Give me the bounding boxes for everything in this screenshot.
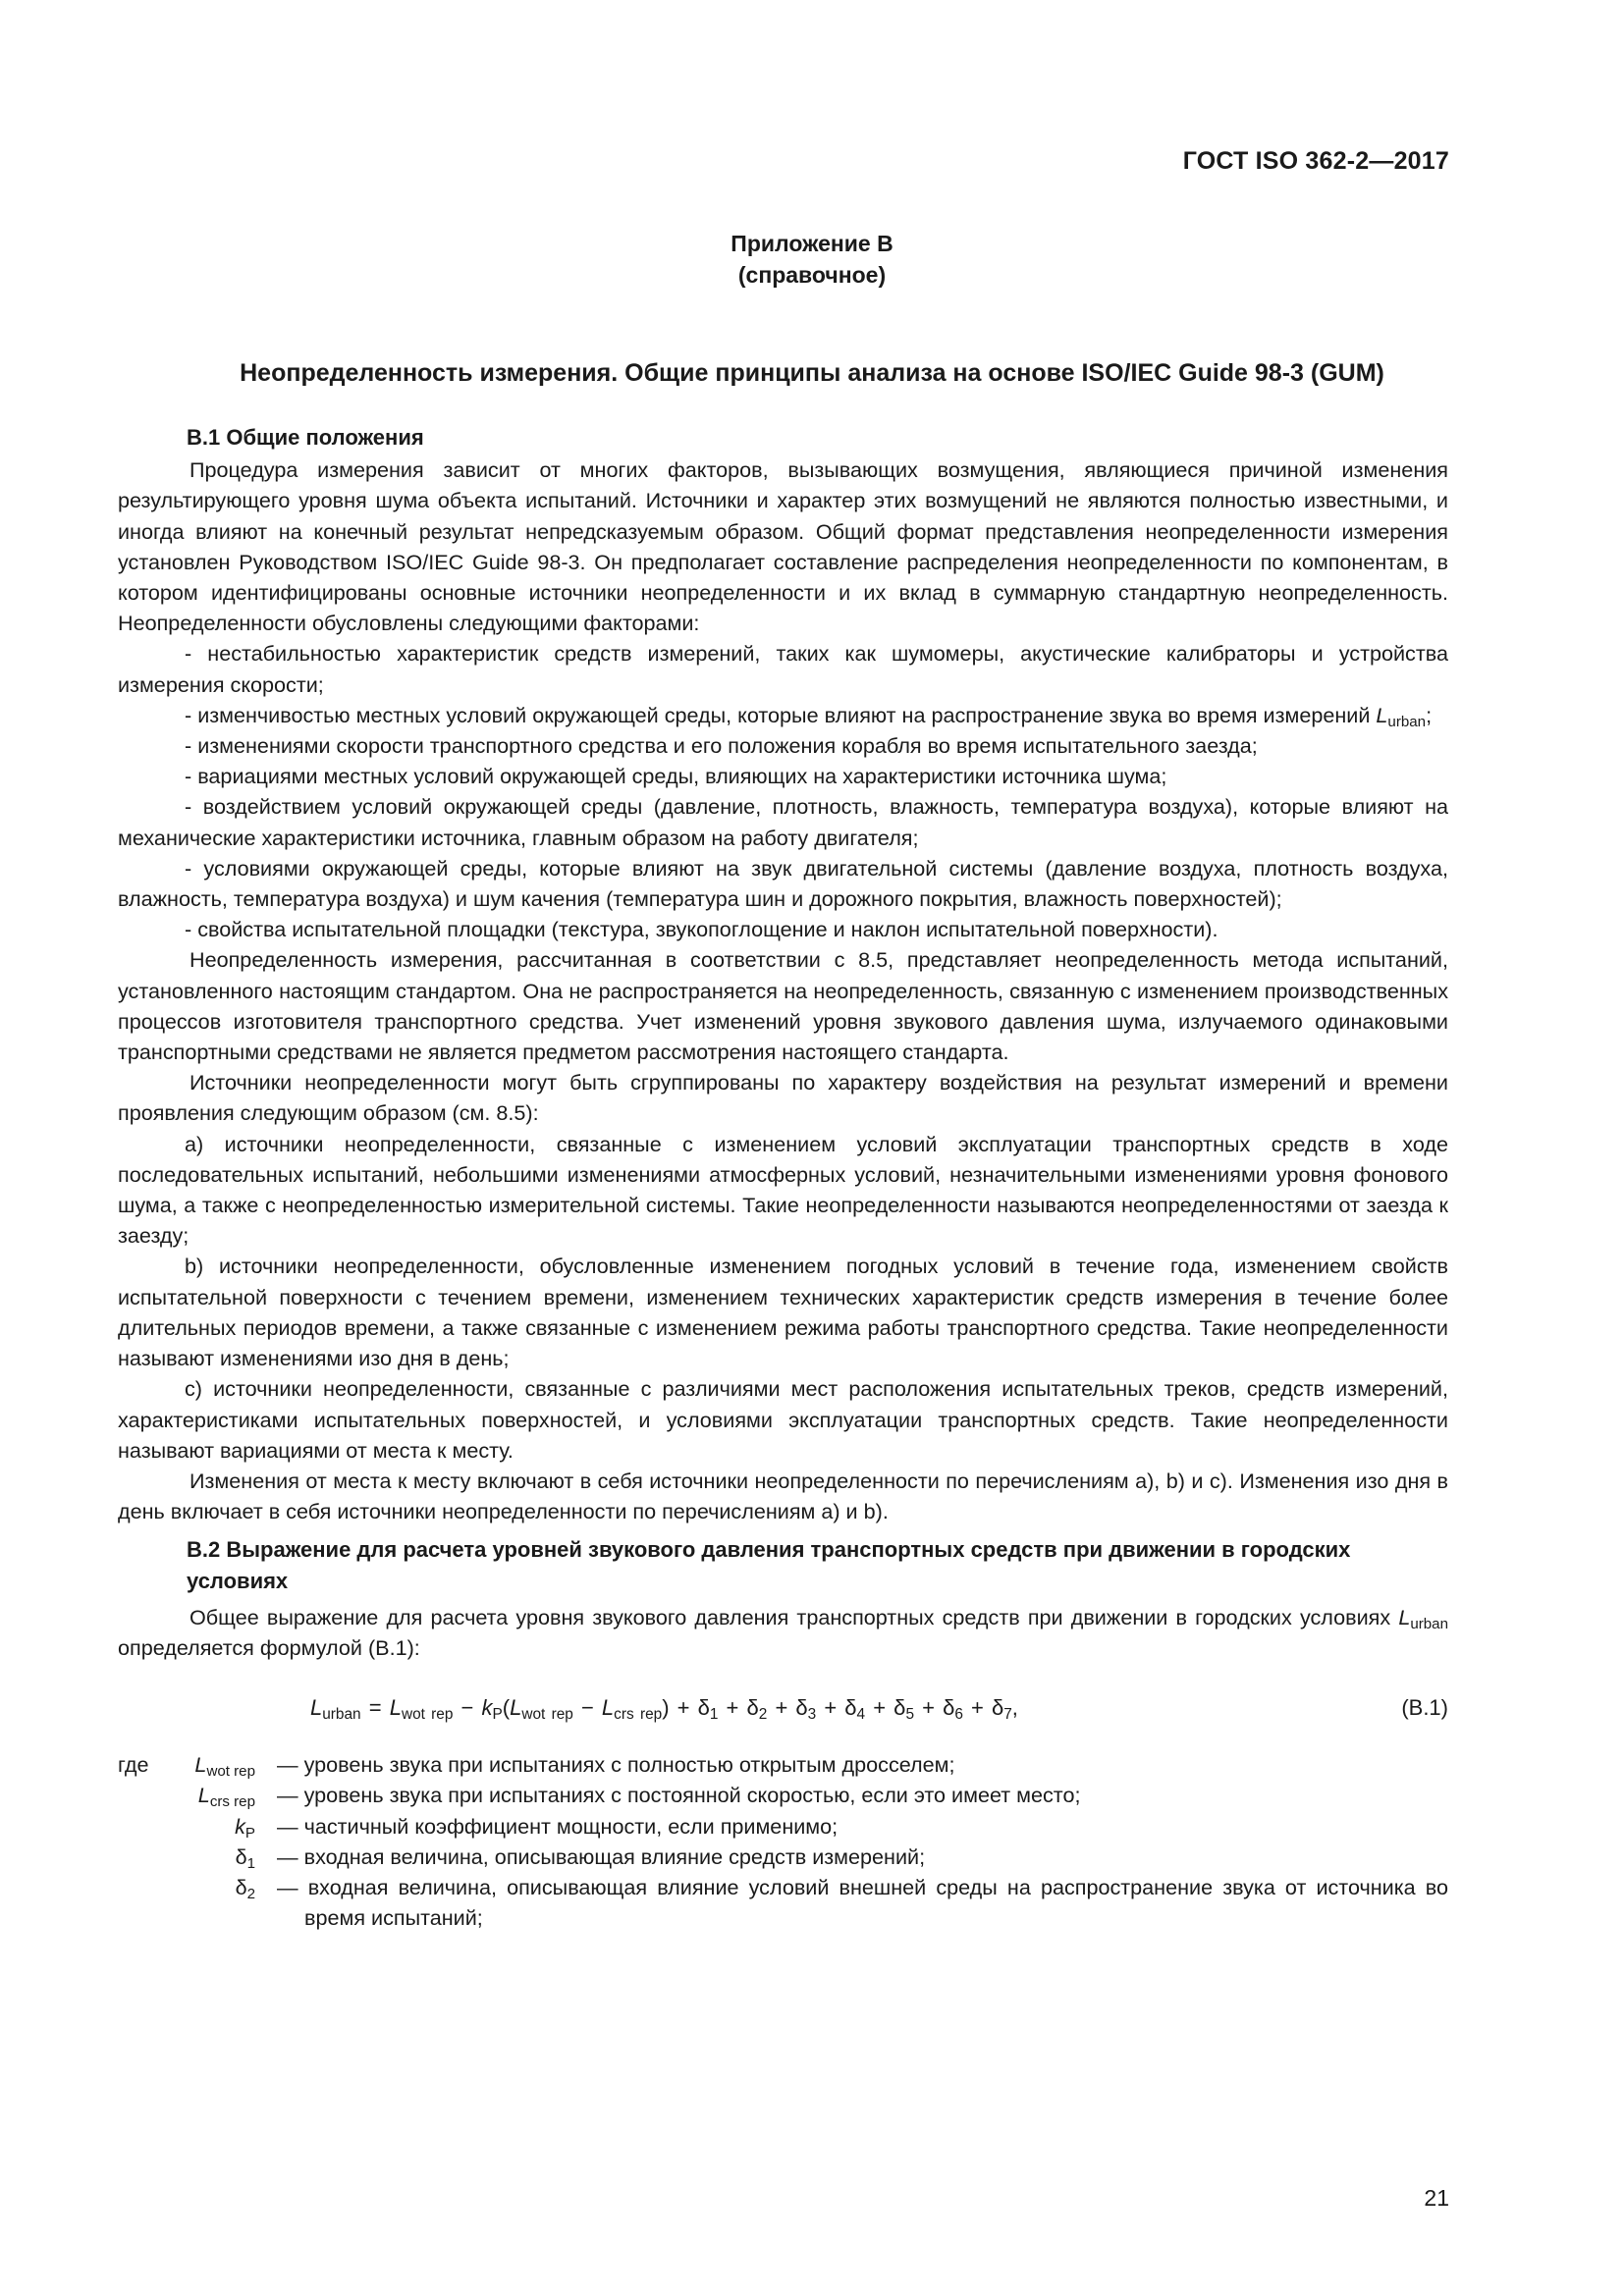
section-b1-heading: B.1 Общие положения [187, 425, 424, 450]
standard-code: ГОСТ ISO 362-2—2017 [1182, 147, 1449, 175]
definition-text: — частичный коэффициент мощности, если применимо; [277, 1813, 839, 1839]
list-item-b: b) источники неопределенности, обусловленные изменением погодных условий в течение года, изменением свойств испытательной поверхности с течением времени, изменением технических характеристик средств измерения в течение более длительных периодов времени, а также связанные с изменением режима работы транспортного средства. Такие неопределенности называют изменениями изо дня в день; [118, 1254, 1448, 1371]
formula-expression: $L_{urban} = L_{wot rep} - k_P(L_{wot rep} - L_{crs rep}) + \delta_1 + \delta_2 + \delta_3 + \delta_4 + \delta_5 + \delta_6 + \delta_7$, [310, 1695, 1018, 1724]
list-item: - вариациями местных условий окружающей среды, влияющих на характеристики источника шума; [185, 764, 1167, 789]
definition-row: где $L_{wot rep}$ — уровень звука при испытаниях с полностью открытым дросселем; [118, 1749, 1448, 1780]
paragraph-method: Неопределенность измерения, рассчитанная в соответствии с 8.5, представляет неопределенность метода испытаний, установленного настоящим стандартом. Она не распространяется на неопределенность, связанную с изменением производственных процессов изготовителя транспортного средства. Учет изменений уровня звукового давления шума, излучаемого одинаковыми транспортными средствами не является предметом рассмотрения настоящего стандарта. [118, 947, 1448, 1065]
formula-b1 [118, 1682, 1448, 1737]
section-b2-heading: B.2 Выражение для расчета уровней звукового давления транспортных средств при движении в городских условиях [187, 1537, 1351, 1593]
list-item-a: a) источники неопределенности, связанные с изменением условий эксплуатации транспортных средств в ходе последовательных испытаний, небольшими изменениями атмосферных условий, незначительными изменениями уровня фонового шума, а также с неопределенностью измерительной системы. Такие неопределенности называются неопределенностями от заезда к заезду; [118, 1131, 1448, 1249]
definition-row: $k_P$ — частичный коэффициент мощности, если применимо; [118, 1811, 1448, 1842]
paragraph-b2-intro: Общее выражение для расчета уровня звукового давления транспортных средств при движении в городских условиях $L_{urban}$ определяется формулой (B.1): [118, 1604, 1448, 1660]
annex-title: Приложение B [731, 231, 893, 256]
list-item: - нестабильностью характеристик средств измерений, таких как шумомеры, акустические калибраторы и устройства измерения скорости; [118, 641, 1448, 697]
annex-subtitle: (справочное) [737, 262, 887, 288]
definition-text: — уровень звука при испытаниях с постоянной скоростью, если это имеет место; [277, 1783, 1081, 1808]
list-item: - воздействием условий окружающей среды (давление, плотность, влажность, температура воздуха), которые влияют на механические характеристики источника, главным образом на работу двигателя; [118, 794, 1448, 850]
document-title: Неопределенность измерения. Общие принципы анализа на основе ISO/IEC Guide 98-3 (GUM) [240, 359, 1384, 387]
list-item: - изменениями скорости транспортного средства и его положения корабля во время испытательного заезда; [185, 733, 1258, 759]
definition-row: $\delta_1$ — входная величина, описывающая влияние средств измерений; [118, 1842, 1448, 1872]
list-item: - условиями окружающей среды, которые влияют на звук двигательной системы (давление воздуха, плотность воздуха, влажность, температура воздуха) и шум качения (температура шин и дорожного покрытия, влажность поверхностей); [118, 855, 1448, 912]
paragraph-groups: Источники неопределенности могут быть сгруппированы по характеру воздействия на результат измерений и времени проявления следующим образом (см. 8.5): [118, 1070, 1448, 1126]
definition-text: — уровень звука при испытаниях с полностью открытым дросселем; [277, 1752, 955, 1778]
definition-row: $\delta_2$ — входная величина, описывающая влияние условий внешней среды на распространение звука от источника во время испытаний; [118, 1872, 1448, 1933]
document-body [118, 422, 1448, 1933]
definition-text: — входная величина, описывающая влияние средств измерений; [277, 1843, 926, 1869]
definitions-list [118, 1749, 1448, 1933]
paragraph-include: Изменения от места к месту включают в себя источники неопределенности по перечислениям a), b) и c). Изменения изо дня в день включает в себя источники неопределенности по перечислениям a) и b). [118, 1468, 1448, 1524]
list-item-c: c) источники неопределенности, связанные с различиями мест расположения испытательных треков, средств измерений, характеристиками испытательных поверхностей, и условиями эксплуатации транспортных средств. Такие неопределенности называют вариациями от места к месту. [118, 1376, 1448, 1463]
definition-text: — входная величина, описывающая влияние условий внешней среды на распространение звука от источника во время испытаний; [277, 1874, 1448, 1931]
definition-row: $L_{crs rep}$ — уровень звука при испытаниях с постоянной скоростью, если это имеет место; [118, 1780, 1448, 1810]
list-item: - изменчивостью местных условий окружающей среды, которые влияют на распространение звука во время измерений $L_{urban}$; [185, 702, 1433, 730]
symbol: L [1376, 702, 1388, 727]
paragraph-intro: Процедура измерения зависит от многих факторов, вызывающих возмущения, являющиеся причиной изменения результирующего уровня шума объекта испытаний. Источники и характер этих возмущений не являются полностью известными, и иногда влияют на конечный результат непредсказуемым образом. Общий формат представления неопределенности измерения установлен Руководством ISO/IEC Guide 98-3. Он предполагает составление распределения неопределенности по компонентам, в котором идентифицированы основные источники неопределенности и их вклад в суммарную стандартную неопределенность. Неопределенности обусловлены следующими факторами: [118, 457, 1448, 636]
formula-number: (B.1) [1401, 1695, 1448, 1721]
where-label: где [118, 1752, 149, 1778]
page-number: 21 [1424, 2185, 1449, 2211]
list-item: - свойства испытательной площадки (текстура, звукопоглощение и наклон испытательной поверхности). [185, 917, 1218, 942]
